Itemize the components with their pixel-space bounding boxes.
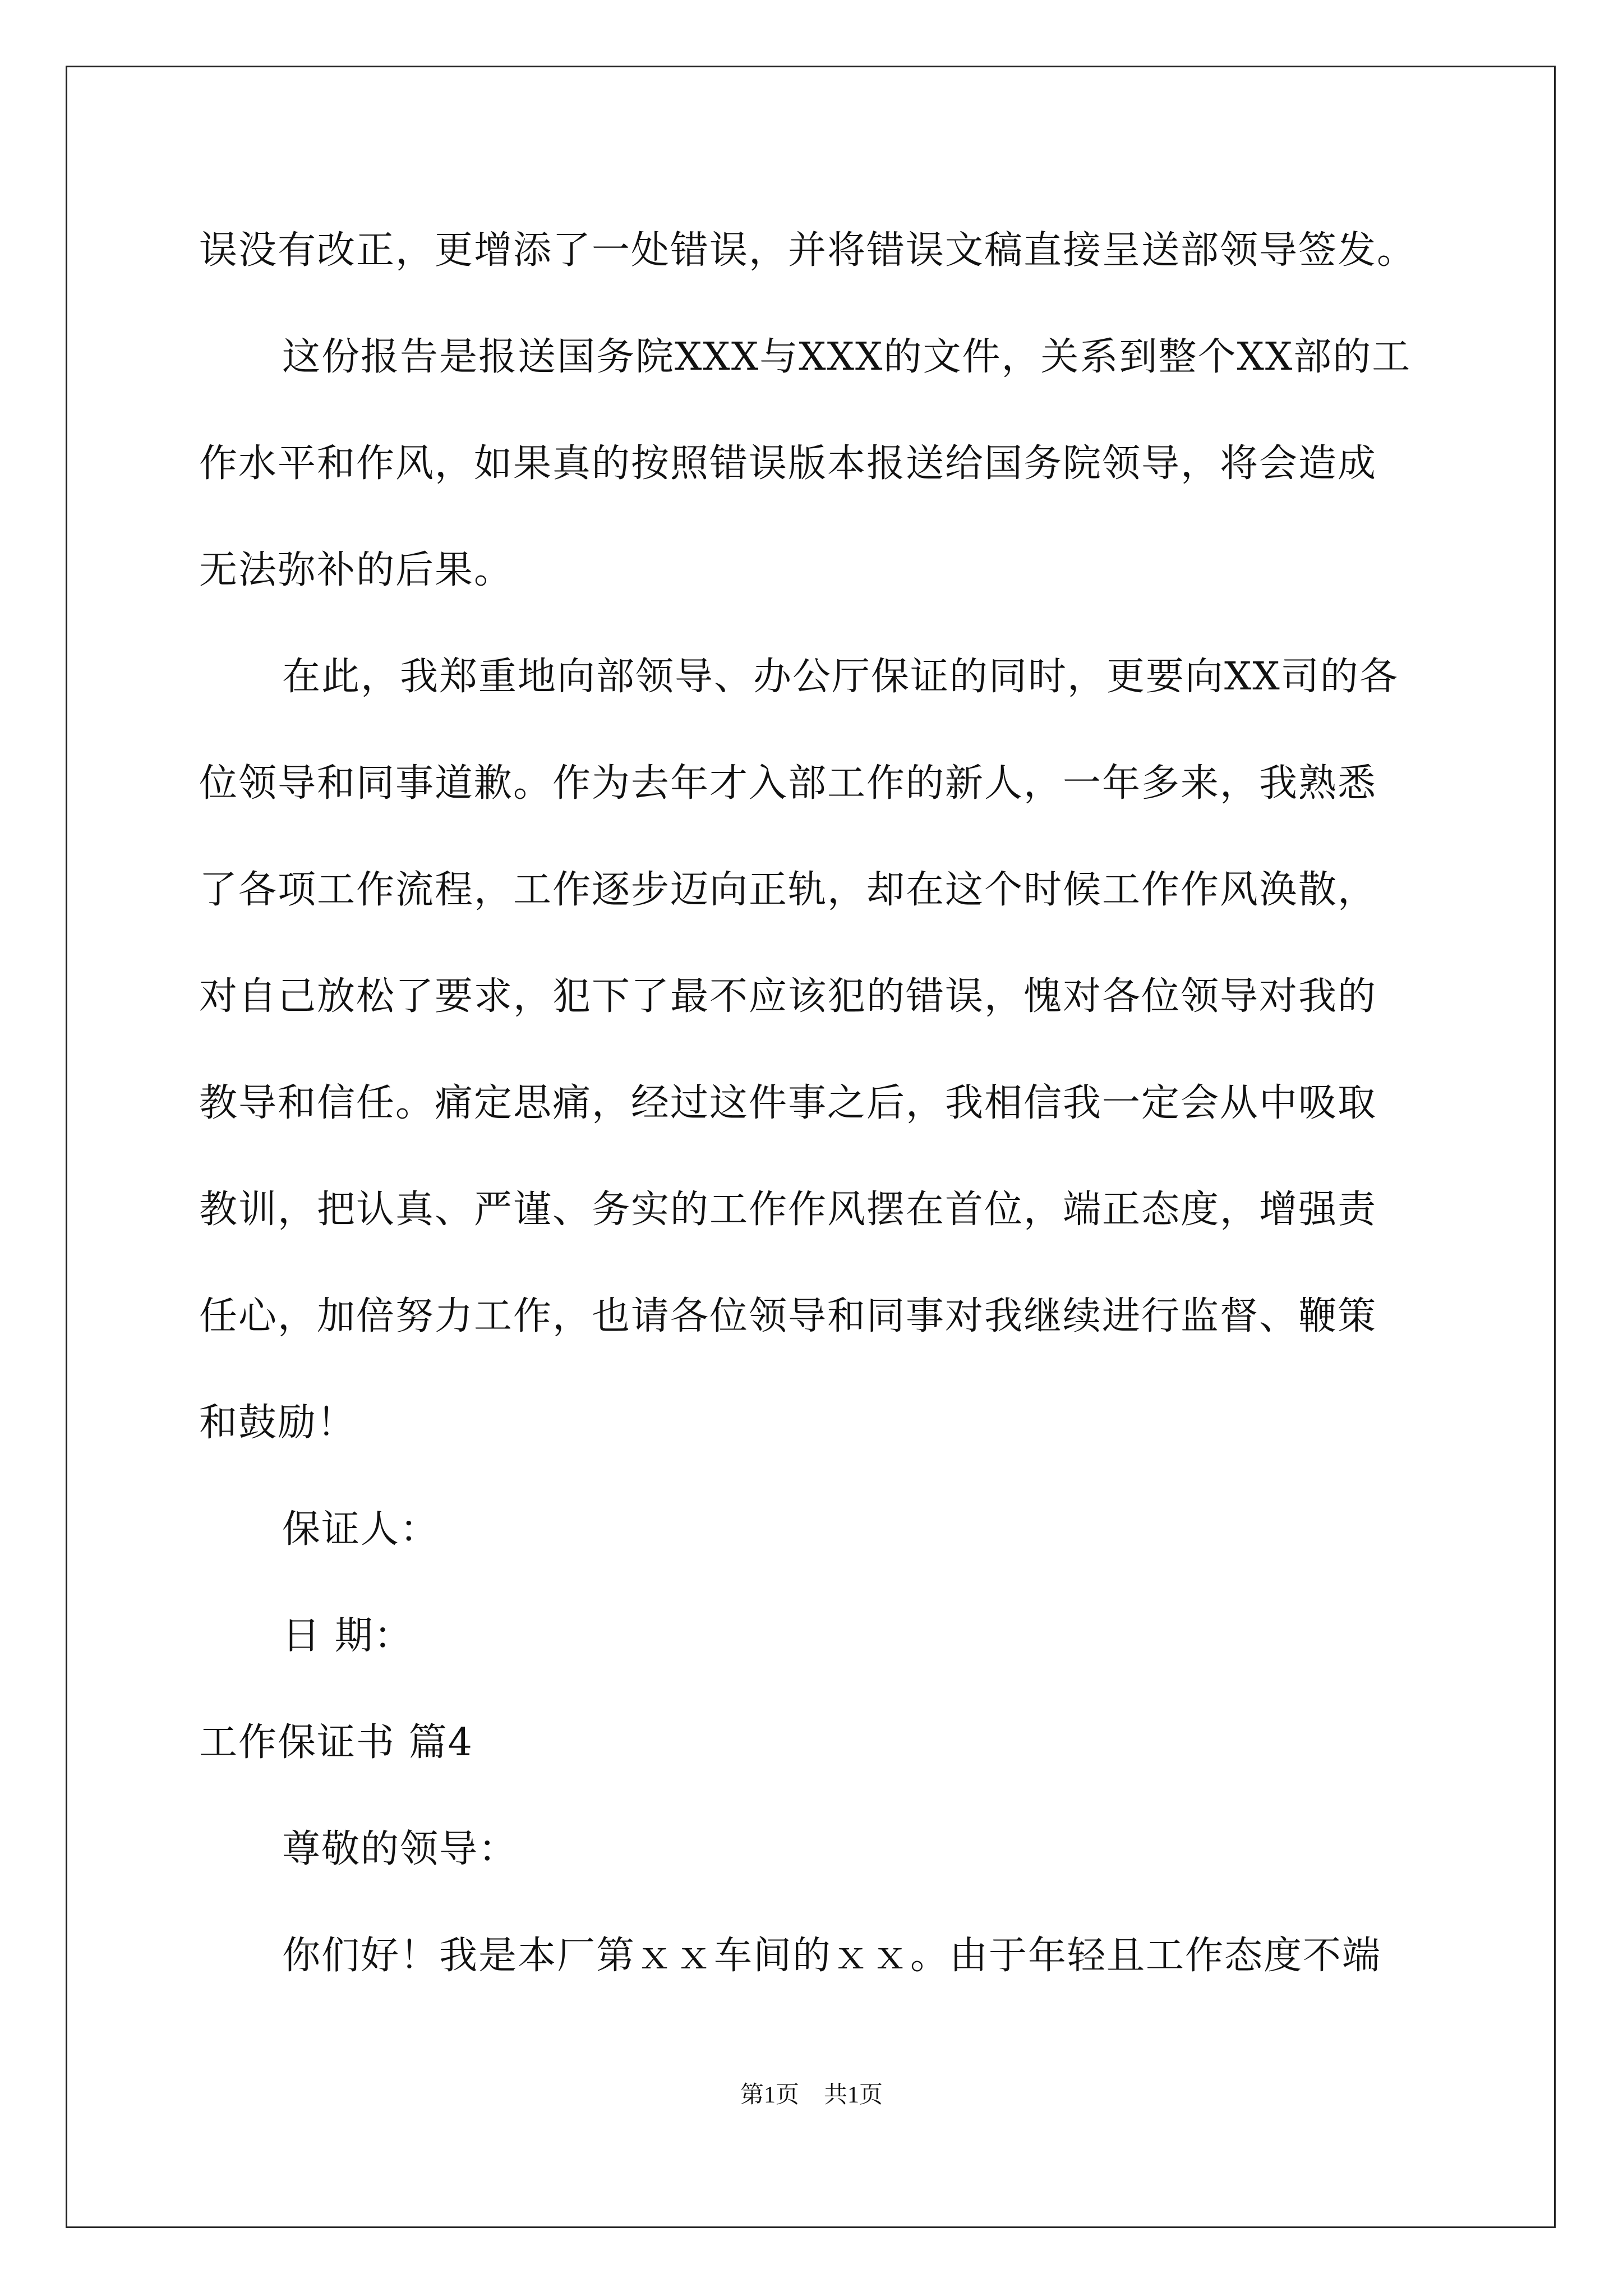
text-line: 在此，我郑重地向部领导、办公厅保证的同时，更要向XX司的各 [282, 655, 1399, 699]
text-line: 无法弥补的后果。 [199, 548, 514, 592]
text-line: 位领导和同事道歉。作为去年才入部工作的新人，一年多来，我熟悉 [199, 761, 1377, 806]
text-line: 了各项工作流程，工作逐步迈向正轨，却在这个时候工作作风涣散， [199, 868, 1377, 912]
section-heading: 工作保证书 篇4 [199, 1720, 473, 1765]
text-line: 教训，把认真、严谨、务实的工作作风摆在首位，端正态度，增强责 [199, 1188, 1377, 1232]
text-line: 作水平和作风，如果真的按照错误版本报送给国务院领导，将会造成 [199, 441, 1377, 486]
signer-label: 保证人： [282, 1507, 440, 1552]
text-line: 和鼓励！ [199, 1401, 357, 1445]
page-number-current: 第1页 [740, 2082, 799, 2108]
page-number-total: 共1页 [824, 2082, 883, 2108]
text-line: 任心，加倍努力工作，也请各位领导和同事对我继续进行监督、鞭策 [199, 1294, 1377, 1338]
text-line: 对自己放松了要求，犯下了最不应该犯的错误，愧对各位领导对我的 [199, 974, 1377, 1019]
page-footer [0, 2081, 1623, 2109]
date-label: 日 期： [282, 1614, 413, 1658]
page-border [66, 66, 1556, 2228]
salutation: 尊敬的领导： [282, 1827, 518, 1871]
text-line: 教导和信任。痛定思痛，经过这件事之后，我相信我一定会从中吸取 [199, 1081, 1377, 1125]
text-line: 这份报告是报送国务院XXX与XXX的文件，关系到整个XX部的工 [282, 335, 1412, 379]
text-line: 你们好！我是本厂第ｘｘ车间的ｘｘ。由于年轻且工作态度不端 [282, 1934, 1382, 1978]
text-line: 误没有改正，更增添了一处错误，并将错误文稿直接呈送部领导签发。 [199, 228, 1417, 273]
